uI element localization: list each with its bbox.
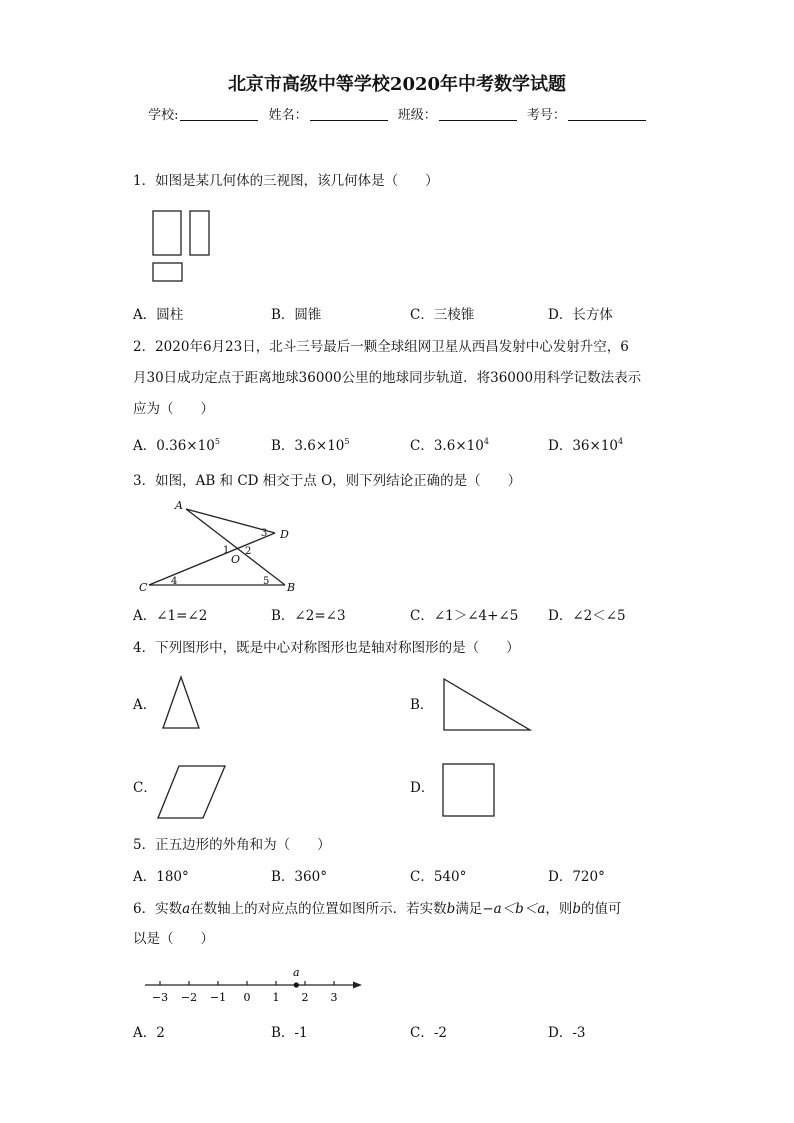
q1-three-view-figure <box>150 208 214 284</box>
school-blank[interactable] <box>180 108 258 121</box>
q6-option-b[interactable]: B．-1 <box>271 1025 308 1041</box>
q4-right-triangle-figure <box>440 676 534 734</box>
q2-text-line3: 应为（ ） <box>133 401 214 417</box>
arrow-icon <box>353 982 362 989</box>
number-line-tick-label: 0 <box>243 991 251 1004</box>
q6-text-line1: 6．实数a在数轴上的对应点的位置如图所示．若实数b满足−a＜b＜a，则b的值可 <box>133 901 622 917</box>
class-field: 班级： <box>398 104 517 123</box>
segment-ab <box>186 509 285 585</box>
angle-5-label: 5 <box>263 576 270 587</box>
q6-option-d[interactable]: D．-3 <box>548 1025 586 1041</box>
name-blank[interactable] <box>310 108 388 121</box>
label-a: A <box>175 499 183 512</box>
q2-text-line1: 2．2020年6月23日，北斗三号最后一颗全球组网卫星从西昌发射中心发射升空，6 <box>133 339 629 355</box>
q2-option-b[interactable]: B．$3.6\times 10^5$ <box>271 437 350 454</box>
label-b: B <box>287 581 296 594</box>
q4-option-a[interactable]: A． <box>133 697 157 713</box>
q4-option-b[interactable]: B． <box>410 697 434 713</box>
q2-text-line2: 月30日成功定点于距离地球36000公里的地球同步轨道．将36000用科学记数法表示 <box>133 370 642 386</box>
q4-square-figure <box>440 760 498 820</box>
q5-text: 5．正五边形的外角和为（ ） <box>133 837 331 853</box>
side-view-rect <box>190 211 209 255</box>
q4-isosceles-triangle-figure <box>160 674 204 732</box>
q3-option-b[interactable]: B．∠2=∠3 <box>271 608 346 624</box>
q2-option-a[interactable]: A．$0.36\times 10^5$ <box>133 437 220 454</box>
q3-option-a[interactable]: A．∠1=∠2 <box>133 608 208 624</box>
q6-option-c[interactable]: C．-2 <box>410 1025 447 1041</box>
front-view-rect <box>153 211 181 255</box>
q1-option-c[interactable]: C．三棱锥 <box>410 307 475 323</box>
angle-3-label: 3 <box>261 528 268 539</box>
q3-intersecting-lines-figure <box>135 496 305 596</box>
q2-option-c[interactable]: C．$3.6\times 10^4$ <box>410 437 489 454</box>
top-view-rect <box>153 263 182 281</box>
number-line-tick-label: 1 <box>272 991 280 1004</box>
q1-option-d[interactable]: D．长方体 <box>548 307 613 323</box>
number-line-tick-label: 3 <box>330 991 338 1004</box>
student-info-line <box>0 104 794 123</box>
q6-text-line2: 以是（ ） <box>133 931 214 947</box>
page-title: 北京市高级中等学校2020年中考数学试题 <box>227 74 567 95</box>
segment-cd <box>149 533 275 585</box>
q5-option-b[interactable]: B．360° <box>271 869 327 885</box>
number-line-tick-label: 2 <box>301 991 309 1004</box>
q5-option-c[interactable]: C．540° <box>410 869 467 885</box>
q4-option-c[interactable]: C． <box>133 780 157 796</box>
label-o: O <box>231 553 241 566</box>
q5-option-d[interactable]: D．720° <box>548 869 605 885</box>
q1-text: 1．如图是某几何体的三视图，该几何体是（ ） <box>133 173 439 189</box>
q4-text: 4．下列图形中，既是中心对称图形也是轴对称图形的是（ ） <box>133 640 520 656</box>
q4-option-d[interactable]: D． <box>410 780 435 796</box>
q3-option-d[interactable]: D．∠2＜∠5 <box>548 608 626 624</box>
label-c: C <box>139 581 148 594</box>
exam-number-blank[interactable] <box>568 108 646 121</box>
point-a <box>294 982 299 987</box>
number-line-tick-label: −3 <box>151 991 169 1004</box>
name-field: 姓名： <box>269 104 388 123</box>
q1-option-b[interactable]: B．圆锥 <box>271 307 322 323</box>
q6-number-line <box>140 964 370 1008</box>
exam-number-field: 考号： <box>527 104 646 123</box>
class-blank[interactable] <box>439 108 517 121</box>
label-d: D <box>280 528 289 541</box>
q1-option-a[interactable]: A．圆柱 <box>133 307 184 323</box>
number-line-tick-label: −1 <box>209 991 227 1004</box>
q5-option-a[interactable]: A．180° <box>133 869 189 885</box>
q4-parallelogram-figure <box>155 762 229 822</box>
point-a-label: a <box>293 966 300 979</box>
number-line-tick-label: −2 <box>180 991 198 1004</box>
q3-option-c[interactable]: C．∠1＞∠4+∠5 <box>410 608 519 624</box>
angle-1-label: 1 <box>223 545 230 556</box>
q2-option-d[interactable]: D．$36\times 10^4$ <box>548 437 624 454</box>
angle-4-label: 4 <box>171 576 178 587</box>
school-field: 学校: <box>148 104 258 123</box>
angle-2-label: 2 <box>245 546 252 557</box>
q6-option-a[interactable]: A．2 <box>133 1025 165 1041</box>
q3-text: 3．如图，AB 和 CD 相交于点 O，则下列结论正确的是（ ） <box>133 473 522 489</box>
